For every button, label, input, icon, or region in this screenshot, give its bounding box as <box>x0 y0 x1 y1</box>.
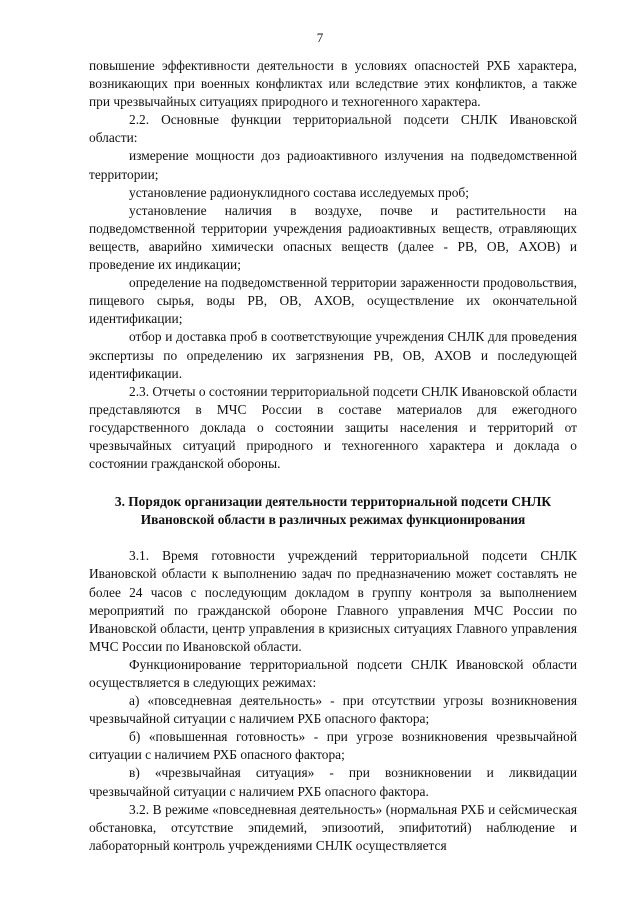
paragraph: установление радионуклидного состава исследуемых проб; <box>129 184 469 200</box>
paragraph: 2.3. Отчеты о состоянии территориальной подсети СНЛК Ивановской области представляются в МЧС России в составе материалов для ежегодного государственного доклада о состоянии защиты населения и территорий от чрезвычайных ситуаций природного и техногенного характера и доклада о состоянии гражданской обороны. <box>89 383 577 472</box>
paragraph: определение на подведомственной территории зараженности продовольствия, пищевого сырья, воды РВ, ОВ, АХОВ, осуществление их окончательной идентификации; <box>89 275 577 327</box>
paragraph: отбор и доставка проб в соответствующие учреждения СНЛК для проведения экспертизы по определению их загрязнения РВ, ОВ, АХОВ и последующей идентификации. <box>89 329 577 381</box>
paragraph: Функционирование территориальной подсети СНЛК Ивановской области осуществляется в следующих режимах: <box>89 656 577 690</box>
document-body <box>89 57 577 855</box>
paragraph: установление наличия в воздухе, почве и растительности на подведомственной территории учреждения радиоактивных веществ, отравляющих веществ, аварийно химически опасных веществ (далее - РВ, ОВ, АХОВ) и проведение их индикации; <box>89 202 577 273</box>
list-item: в) «чрезвычайная ситуация» - при возникновении и ликвидации чрезвычайной ситуации с наличием РХБ опасного фактора. <box>89 765 577 799</box>
list-item: а) «повседневная деятельность» - при отсутствии угрозы возникновения чрезвычайной ситуации с наличием РХБ опасного фактора; <box>89 693 577 727</box>
paragraph: повышение эффективности деятельности в условиях опасностей РХБ характера, возникающих при военных конфликтах или вследствие этих конфликтов, а также при чрезвычайных ситуациях природного и техногенного характера. <box>89 58 577 110</box>
section-heading: 3. Порядок организации деятельности территориальной подсети СНЛК Ивановской области в различных режимах функционирования <box>114 494 552 528</box>
page-number: 7 <box>316 30 324 45</box>
paragraph: 2.2. Основные функции территориальной подсети СНЛК Ивановской области: <box>89 112 577 146</box>
paragraph: 3.2. В режиме «повседневная деятельность» (нормальная РХБ и сейсмическая обстановка, отсутствие эпидемий, эпизоотий, эпифитотий) наблюдение и лабораторный контроль учреждениями СНЛК осуществляется <box>89 801 577 853</box>
paragraph: 3.1. Время готовности учреждений территориальной подсети СНЛК Ивановской области к выполнению задач по предназначению может составлять не более 24 часов с последующим докладом в группу контроля за выполнением мероприятий по гражданской обороне Главного управления МЧС России по Ивановской области, центр управления в кризисных ситуациях Главного управления МЧС России по Ивановской области. <box>89 548 577 654</box>
paragraph: измерение мощности доз радиоактивного излучения на подведомственной территории; <box>89 148 577 182</box>
list-item: б) «повышенная готовность» - при угрозе возникновения чрезвычайной ситуации с наличием РХБ опасного фактора; <box>89 729 577 763</box>
